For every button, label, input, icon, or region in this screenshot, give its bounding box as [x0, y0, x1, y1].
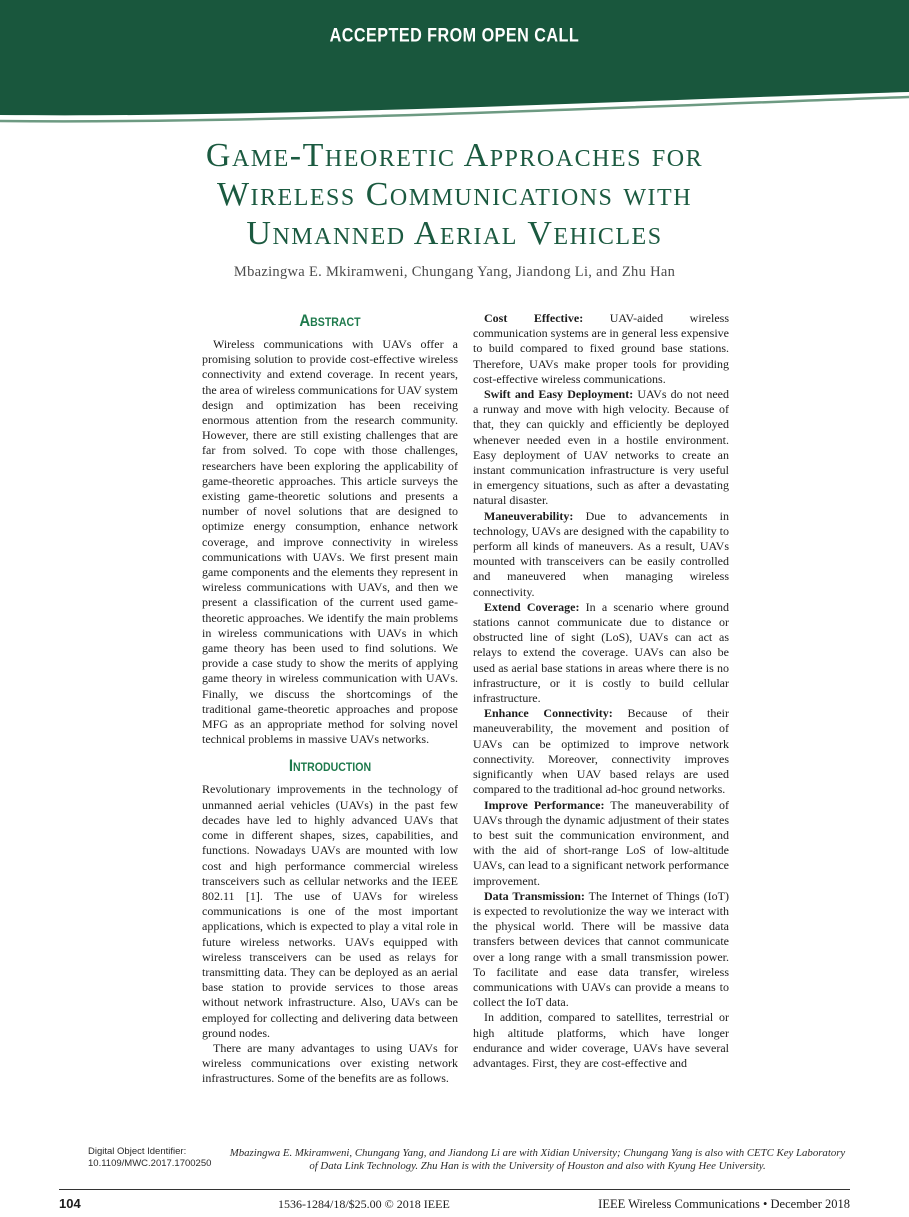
- title-block: [0, 136, 909, 281]
- benefit-lead: Extend Coverage:: [484, 599, 580, 614]
- banner-label-text: ACCEPTED FROM OPEN CALL: [329, 24, 580, 47]
- copyright-line: 1536-1284/18/$25.00 © 2018 IEEE: [278, 1197, 450, 1211]
- closing-paragraph: In addition, compared to satellites, terrestrial or high altitude platforms, which have longer endurance and wider coverage, UAVs have several advantages. First, they are cost-effective and: [473, 1010, 729, 1070]
- benefit-paragraph-swift-deployment: [473, 387, 729, 509]
- article-title-line-1: Game-Theoretic Approaches for: [205, 137, 704, 174]
- doi-label: Digital Object Identifier:: [88, 1146, 187, 1157]
- page-number: 104: [59, 1196, 81, 1211]
- benefit-paragraph-maneuverability: [473, 509, 729, 600]
- benefit-lead: Data Transmission:: [484, 888, 585, 903]
- benefit-lead: Cost Effective:: [484, 311, 584, 325]
- benefit-text: Due to advancements in technology, UAVs are designed with the capability to perform all kinds of maneuvers. As a result, UAVs mounted with transceivers can be easily controlled and maneuvered when managing wireless connectivity.: [473, 508, 729, 599]
- benefit-text: The Internet of Things (IoT) is expected to revolutionize the way we interact with the physical world. There will be massive data transfers between devices that cannot communicate over a long range with a small transmission power. To facilitate and ease data transfer, wireless communications with UAVs can provide a means to collect the IoT data.: [473, 888, 729, 1010]
- benefit-text: Because of their maneuverability, the movement and position of UAVs can be optimized to improve network connectivity. Moreover, connectivity improves significantly when UAV based relays are used compared to the traditional ad-hoc ground networks.: [473, 706, 730, 797]
- benefit-paragraph-extend-coverage: [473, 600, 729, 706]
- authors-line: Mbazingwa E. Mkiramweni, Chungang Yang, Jiandong Li, and Zhu Han: [233, 264, 676, 280]
- abstract-heading: Abstract: [299, 311, 361, 330]
- benefit-lead: Improve Performance:: [484, 797, 605, 812]
- footer-rule: [59, 1189, 850, 1190]
- benefit-text: In a scenario where ground stations cannot communicate due to distance or obstructed line of sight (LoS), UAVs can act as relays to extend the coverage. UAVs can also be used as aerial base stations in areas where there is no infrastructure, or it is costly to build cellular infrastructure.: [473, 599, 729, 706]
- article-title-line-2: Wireless Communications with: [216, 176, 693, 213]
- benefit-paragraph-improve-performance: [473, 798, 729, 889]
- doi-block: [88, 1146, 211, 1170]
- benefit-paragraph-data-transmission: [473, 889, 729, 1011]
- affiliation-note: Mbazingwa E. Mkiramweni, Chungang Yang, and Jiandong Li are with Xidian University; Chungang Yang is also with CETC Key Laboratory of Data Link Technology. Zhu Han is with the University of Houston and also with Kyung Hee University.: [229, 1147, 846, 1172]
- benefit-paragraph-cost-effective: [473, 311, 729, 387]
- introduction-heading: Introduction: [288, 756, 372, 776]
- benefit-lead: Swift and Easy Deployment:: [484, 387, 634, 402]
- benefit-lead: Enhance Connectivity:: [484, 706, 613, 721]
- left-column: [202, 311, 458, 1087]
- right-column: [473, 311, 729, 1087]
- banner-label: [0, 26, 909, 46]
- article-title-line-3: Unmanned Aerial Vehicles: [246, 215, 663, 252]
- doi-value: 10.1109/MWC.2017.1700250: [88, 1158, 212, 1169]
- introduction-paragraph: There are many advantages to using UAVs for wireless communications over existing network infrastructures. Some of the benefits are as follows.: [202, 1040, 458, 1086]
- abstract-paragraph: Wireless communications with UAVs offer a promising solution to provide cost-effective wireless connectivity and extend coverage. In recent years, the area of wireless communications for UAV system design and optimization has been receiving enormous attention from the research community. However, there are still existing challenges that are far from solved. To cope with those challenges, researchers have been exploring the applicability of game-theoretic approaches. This article surveys the existing game-theoretic solutions and presents a number of novel solutions that are designed to optimize energy consumption, enhance network coverage, and improve connectivity in wireless communications with UAVs. We first present main game components and the elements they represent in wireless communications with UAVs, and then we present a classification of the current used game-theoretic approaches. We identify the main problems in wireless communications with UAVs in which game theory has been used to find solutions. We provide a case study to show the merits of applying game theory in wireless communication with UAVs. Finally, we discuss the shortcomings of the traditional game-theoretic approaches and propose MFG as an appropriate method for solving novel technical problems in massive UAVs networks.: [202, 337, 458, 747]
- benefit-paragraph-enhance-connectivity: [473, 706, 729, 797]
- header-banner-swoosh-graphic: [0, 0, 909, 132]
- body-columns: [202, 311, 729, 1087]
- benefit-text: The maneuverability of UAVs through the dynamic adjustment of their states to best suit the communication environment, and with the aid of short-range LoS of low-altitude UAVs, can lead to a significant network performance improvement.: [473, 797, 729, 888]
- introduction-paragraph: Revolutionary improvements in the technology of unmanned aerial vehicles (UAVs) in the past few decades have led to highly advanced UAVs that come in different shapes, sizes, capabilities, and functions. Nowadays UAVs are mounted with low cost and high performance commercial wireless transceivers such as cellular networks and the IEEE 802.11 [1]. The use of UAVs for wireless communications is one of the most important applications, which is expected to play a vital role in future wireless networks. UAVs equipped with wireless transceivers can be used as relays for transmitting data. They can be deployed as an aerial base station to provide services to those areas without network infrastructure. Also, UAVs can be employed for collecting and delivering data between ground nodes.: [202, 782, 458, 1040]
- journal-issue-line: IEEE Wireless Communications • December 2018: [598, 1197, 850, 1211]
- benefit-lead: Maneuverability:: [484, 508, 574, 523]
- benefit-text: UAVs do not need a runway and move with high velocity. Because of that, they can quickly and efficiently be deployed whenever needed even in a hostile environment. Easy deployment of UAV networks to create an instant communication infrastructure is very useful in emergency situations, such as after a devastating natural disaster.: [473, 387, 729, 508]
- benefit-text: UAV-aided wireless communication systems are in general less expensive to build compared to fixed ground base stations. Therefore, UAVs make proper tools for providing cost-effective wireless communications.: [473, 311, 729, 386]
- footer: [59, 1196, 850, 1214]
